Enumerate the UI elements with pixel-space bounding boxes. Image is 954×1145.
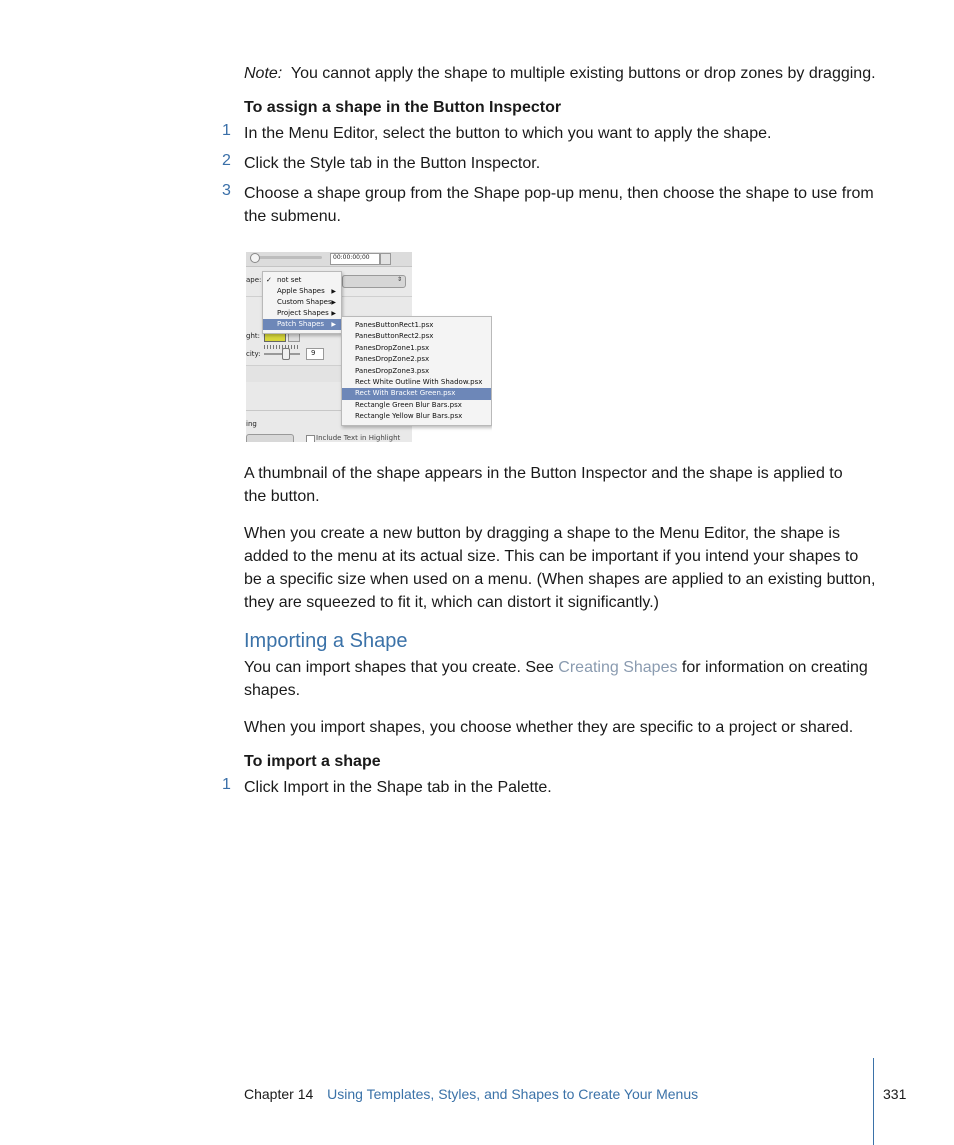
menu-item-custom-shapes[interactable] [263, 297, 341, 308]
submenu-arrow-icon: ▶ [331, 321, 336, 328]
import-para-line1 [244, 656, 868, 679]
note-paragraph [244, 62, 876, 85]
step-number: 3 [222, 182, 231, 199]
menu-item-label: Apple Shapes [277, 287, 325, 295]
step-text: In the Menu Editor, select the button to which you want to apply the shape. [244, 125, 772, 142]
opacity-slider-thumb[interactable] [282, 348, 290, 360]
creating-shapes-link[interactable]: Creating Shapes [558, 659, 678, 676]
import-para-text: for information on creating [681, 659, 868, 676]
timeline-slider-track[interactable] [250, 256, 322, 259]
highlight-label: ght: [246, 332, 260, 340]
submenu-item[interactable]: Rectangle Yellow Blur Bars.psx [355, 412, 463, 421]
footer-divider [873, 1058, 874, 1145]
note-text: You cannot apply the shape to multiple existing buttons or drop zones by dragging. [290, 65, 876, 82]
submenu-item[interactable]: PanesDropZone2.psx [355, 355, 430, 364]
menu-item-project-shapes[interactable] [263, 308, 341, 319]
step-text: Click the Style tab in the Button Inspector. [244, 155, 541, 172]
opacity-field[interactable] [306, 348, 324, 360]
thumbnail-para-line1: A thumbnail of the shape appears in the Button Inspector and the shape is applied to [244, 465, 843, 482]
patch-shapes-submenu [341, 316, 492, 426]
timecode-field[interactable] [330, 253, 380, 265]
menu-item-not-set[interactable] [263, 275, 341, 286]
timeline-slider-thumb[interactable] [250, 253, 260, 263]
step-text: Click Import in the Shape tab in the Palette. [244, 779, 552, 796]
import-para-line2: shapes. [244, 682, 301, 699]
footer [244, 1086, 698, 1102]
note-label: Note: [244, 65, 283, 82]
submenu-item-selected[interactable]: Rect With Bracket Green.psx [342, 388, 491, 399]
step-number: 1 [222, 776, 231, 793]
shape-popup[interactable] [342, 275, 406, 288]
step-number: 1 [222, 122, 231, 139]
inspector-screenshot [246, 252, 492, 442]
step-text-line2: the submenu. [244, 208, 341, 225]
include-text-label: Include Text in Highlight [316, 434, 401, 442]
section-label: ing [246, 420, 257, 428]
step-text-line1: Choose a shape group from the Shape pop-up menu, then choose the shape to use from [244, 185, 874, 202]
thumbnail-para-line2: the button. [244, 488, 320, 505]
step-number: 2 [222, 152, 231, 169]
drag-para-line: added to the menu at its actual size. This can be important if you intend your shapes to [244, 548, 859, 565]
shape-menu [262, 271, 342, 334]
include-text-checkbox[interactable] [306, 435, 315, 442]
submenu-item[interactable]: Rect White Outline With Shadow.psx [355, 378, 483, 386]
menu-item-label: Custom Shapes [277, 298, 332, 306]
timecode-value: 00:00:00;00 [333, 254, 370, 261]
drag-para-line: When you create a new button by dragging a shape to the Menu Editor, the shape is [244, 525, 840, 542]
checkmark-icon: ✓ [266, 276, 272, 284]
drag-para-line: they are squeezed to fit it, which can distort it significantly.) [244, 594, 660, 611]
submenu-item[interactable]: Rectangle Green Blur Bars.psx [355, 400, 462, 409]
menu-item-patch-shapes[interactable] [263, 319, 341, 330]
section-heading: Importing a Shape [244, 630, 408, 652]
menu-item-label: Patch Shapes [277, 320, 325, 328]
opacity-value: 9 [311, 349, 316, 357]
lower-popup[interactable] [246, 434, 294, 442]
import-para-text: You can import shapes that you create. See [244, 659, 554, 676]
import-subheading: To import a shape [244, 753, 381, 770]
menu-item-label: Project Shapes [277, 309, 329, 317]
submenu-item[interactable]: PanesButtonRect2.psx [355, 332, 434, 341]
menu-item-apple-shapes[interactable] [263, 286, 341, 297]
submenu-item[interactable]: PanesButtonRect1.psx [355, 321, 434, 329]
page-number: 331 [883, 1086, 907, 1102]
submenu-arrow-icon: ▶ [331, 310, 336, 317]
submenu-item[interactable]: PanesDropZone1.psx [355, 343, 430, 352]
assign-heading: To assign a shape in the Button Inspector [244, 99, 562, 116]
submenu-arrow-icon: ▶ [331, 299, 336, 306]
footer-chapter-title: Using Templates, Styles, and Shapes to Create Your Menus [327, 1086, 699, 1102]
submenu-arrow-icon: ▶ [331, 288, 336, 295]
opacity-label: city: [246, 350, 261, 358]
menu-item-label: not set [277, 276, 302, 284]
shape-label: ape: [246, 276, 262, 284]
timecode-stepper[interactable] [380, 253, 391, 265]
submenu-item[interactable]: PanesDropZone3.psx [355, 366, 430, 375]
footer-chapter: Chapter 14 [244, 1086, 314, 1102]
import-para2: When you import shapes, you choose whether they are specific to a project or shared. [244, 719, 854, 736]
popup-arrows-icon: ⇕ [396, 277, 402, 283]
drag-para-line: be a specific size when used on a menu. (When shapes are applied to an existing button, [244, 571, 876, 588]
